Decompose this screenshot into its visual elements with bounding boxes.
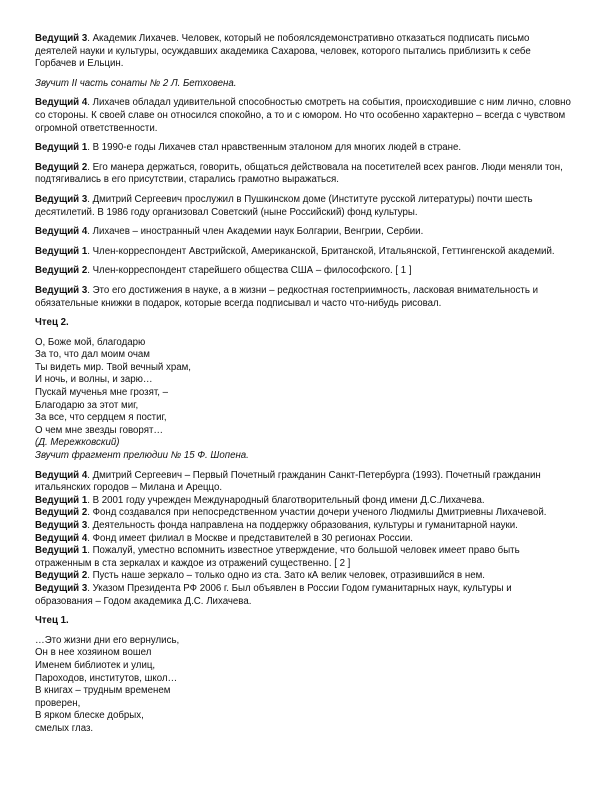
paragraph-text: . Дмитрий Сергеевич прослужил в Пушкинском доме (Институте русской литературы) почти шесть десятилетий. В 1986 году организовал Советский (ныне Российский) фонд культуры. — [35, 193, 533, 218]
reader-label: Чтец 1 — [35, 615, 66, 627]
poem-line: Благодарю за этот миг, — [35, 399, 139, 411]
paragraph-text: . Указом Президента РФ 2006 г. Был объявлен в России Годом гуманитарных наук, культуры и образования – Годом академика Д.С. Лихачева. — [35, 582, 512, 607]
paragraph-text: . Дмитрий Сергеевич – Первый Почетный гражданин Санкт-Петербурга (1993). Почетный гражданин итальянских городов – Милана и Ареццо. — [35, 469, 541, 494]
speaker-label: Ведущий 3 — [35, 520, 88, 531]
speaker-label: Ведущий 2 — [35, 161, 88, 173]
music-cue: Звучит II часть сонаты № 2 Л. Бетховена. — [35, 77, 237, 89]
speaker-label: Ведущий 2 — [35, 507, 88, 519]
paragraph-text: . Фонд создавался при непосредственном участии дочери ученого Людмилы Дмитриевны Лихачевой. — [87, 507, 547, 519]
speaker-label: Ведущий 1 — [35, 545, 88, 557]
poem-line: …Это жизни дни его вернулись, — [35, 634, 180, 646]
poem-author: (Д. Мережковский) — [35, 437, 120, 449]
speaker-label: Ведущий 1 — [35, 494, 88, 506]
speaker-label: Ведущий 4 — [35, 97, 88, 109]
poem-line: О, Боже мой, благодарю — [35, 336, 146, 348]
speaker-label: Ведущий 3 — [35, 33, 88, 44]
reader-2-heading: Чтец 2. — [35, 317, 69, 329]
paragraph-text: . Пожалуй, уместно вспомнить известное утверждение, что большой человек имеет право быть отраженным в ста зеркалах и каждое из отражений существенно. [ 2 ] — [35, 545, 520, 569]
paragraph-vedushchiy-2 — [35, 162, 572, 187]
paragraph-vedushchiy-2 — [35, 570, 572, 583]
speaker-label: Ведущий 4 — [35, 469, 88, 481]
paragraph-vedushchiy-4 — [35, 470, 572, 495]
speaker-label: Ведущий 3 — [35, 284, 88, 296]
paragraph-text: . Это его достижения в науке, а в жизни – редкостная гостеприимность, ласковая внимательность и обязательные книжки в подарок, которые всегда подписывал и часто что-нибудь рисовал. — [35, 284, 538, 309]
paragraph-text: . Фонд имеет филиал в Москве и представителей в 30 регионах России. — [87, 532, 413, 544]
paragraph-vedushchiy-3 — [35, 33, 572, 71]
paragraph-vedushchiy-4 — [35, 533, 572, 546]
paragraph-vedushchiy-1 — [35, 246, 572, 259]
speaker-label: Ведущий 1 — [35, 245, 88, 257]
paragraph-text: . Деятельность фонда направлена на поддержку образования, культуры и гуманитарной науки. — [87, 520, 518, 531]
poem-closing — [35, 635, 572, 736]
paragraph-vedushchiy-4 — [35, 97, 572, 135]
paragraph-text: . Лихачев – иностранный член Академии наук Болгарии, Венгрии, Сербии. — [87, 226, 424, 238]
paragraph-text: . Академик Лихачев. Человек, который не побоялсядемонстративно отказаться подписать письмо деятелей науки и культуры, осуждавших академика Сахарова, человек, которого пытались приблизить к себе Горбачев и Ельцин. — [35, 33, 531, 70]
poem-line: Он в нее хозяином вошел — [35, 647, 152, 659]
reader-label: Чтец 2 — [35, 317, 66, 329]
speaker-label: Ведущий 3 — [35, 193, 88, 205]
paragraph-vedushchiy-3 — [35, 520, 572, 533]
paragraph-vedushchiy-1 — [35, 495, 572, 508]
poem-line: И ночь, и волны, и зарю… — [35, 374, 153, 386]
speaker-label: Ведущий 1 — [35, 142, 88, 154]
speaker-label: Ведущий 4 — [35, 226, 88, 238]
poem-merezhkovsky — [35, 337, 572, 463]
speaker-label: Ведущий 3 — [35, 582, 88, 594]
poem-line: Именем библиотек и улиц, — [35, 659, 156, 671]
speaker-label: Ведущий 4 — [35, 532, 88, 544]
poem-line: смелых глаз. — [35, 722, 94, 734]
paragraph-vedushchiy-1 — [35, 545, 572, 570]
poem-line: Пускай мученья мне грозят, – — [35, 387, 168, 399]
music-cue: Звучит фрагмент прелюдии № 15 Ф. Шопена. — [35, 450, 249, 462]
paragraph-vedushchiy-2 — [35, 265, 572, 278]
poem-line: В ярком блеске добрых, — [35, 710, 144, 722]
paragraph-vedushchiy-1 — [35, 142, 572, 155]
poem-line: За все, что сердцем я постиг, — [35, 412, 167, 424]
paragraph-text: . Член-корреспондент Австрийской, Американской, Британской, Итальянской, Геттингенской академий. — [87, 245, 555, 257]
paragraph-text: . В 2001 году учрежден Международный благотворительный фонд имени Д.С.Лихачева. — [87, 494, 485, 506]
speaker-label: Ведущий 2 — [35, 570, 88, 582]
reader-1-heading: Чтец 1. — [35, 615, 69, 627]
paragraph-vedushchiy-3 — [35, 285, 572, 310]
paragraph-vedushchiy-4 — [35, 226, 572, 239]
paragraph-vedushchiy-3 — [35, 583, 572, 608]
speaker-label: Ведущий 2 — [35, 265, 88, 277]
poem-line: В книгах – трудным временем — [35, 685, 171, 697]
poem-line: За то, что дал моим очам — [35, 349, 150, 361]
poem-line: Пароходов, институтов, школ… — [35, 672, 178, 684]
paragraph-vedushchiy-3 — [35, 194, 572, 219]
poem-line: проверен, — [35, 697, 81, 709]
paragraph-vedushchiy-2 — [35, 507, 572, 520]
paragraph-text: . Его манера держаться, говорить, общаться действовала на посетителей всех рангов. Люди меняли тон, подтягивались в его присутствии, старались грамотно выражаться. — [35, 161, 563, 186]
speaker-dialogue-group — [35, 470, 572, 609]
paragraph-text: . Член-корреспондент старейшего общества США – философского. [ 1 ] — [87, 265, 412, 277]
paragraph-text: . Лихачев обладал удивительной способностью смотреть на события, происходившие с ним лично, словно со стороны. К своей славе он относился спокойно, а то и с юмором. Но что особенно характерно – всегда с чувством огромной ответственности. — [35, 97, 571, 134]
poem-line: О чем мне звезды говорят… — [35, 424, 164, 436]
poem-line: Ты видеть мир. Твой вечный храм, — [35, 361, 191, 373]
paragraph-text: . Пусть наше зеркало – только одно из ста. Зато кА велик человек, отразившийся в нем. — [87, 570, 485, 582]
paragraph-text: . В 1990-е годы Лихачев стал нравственным эталоном для многих людей в стране. — [87, 142, 462, 154]
